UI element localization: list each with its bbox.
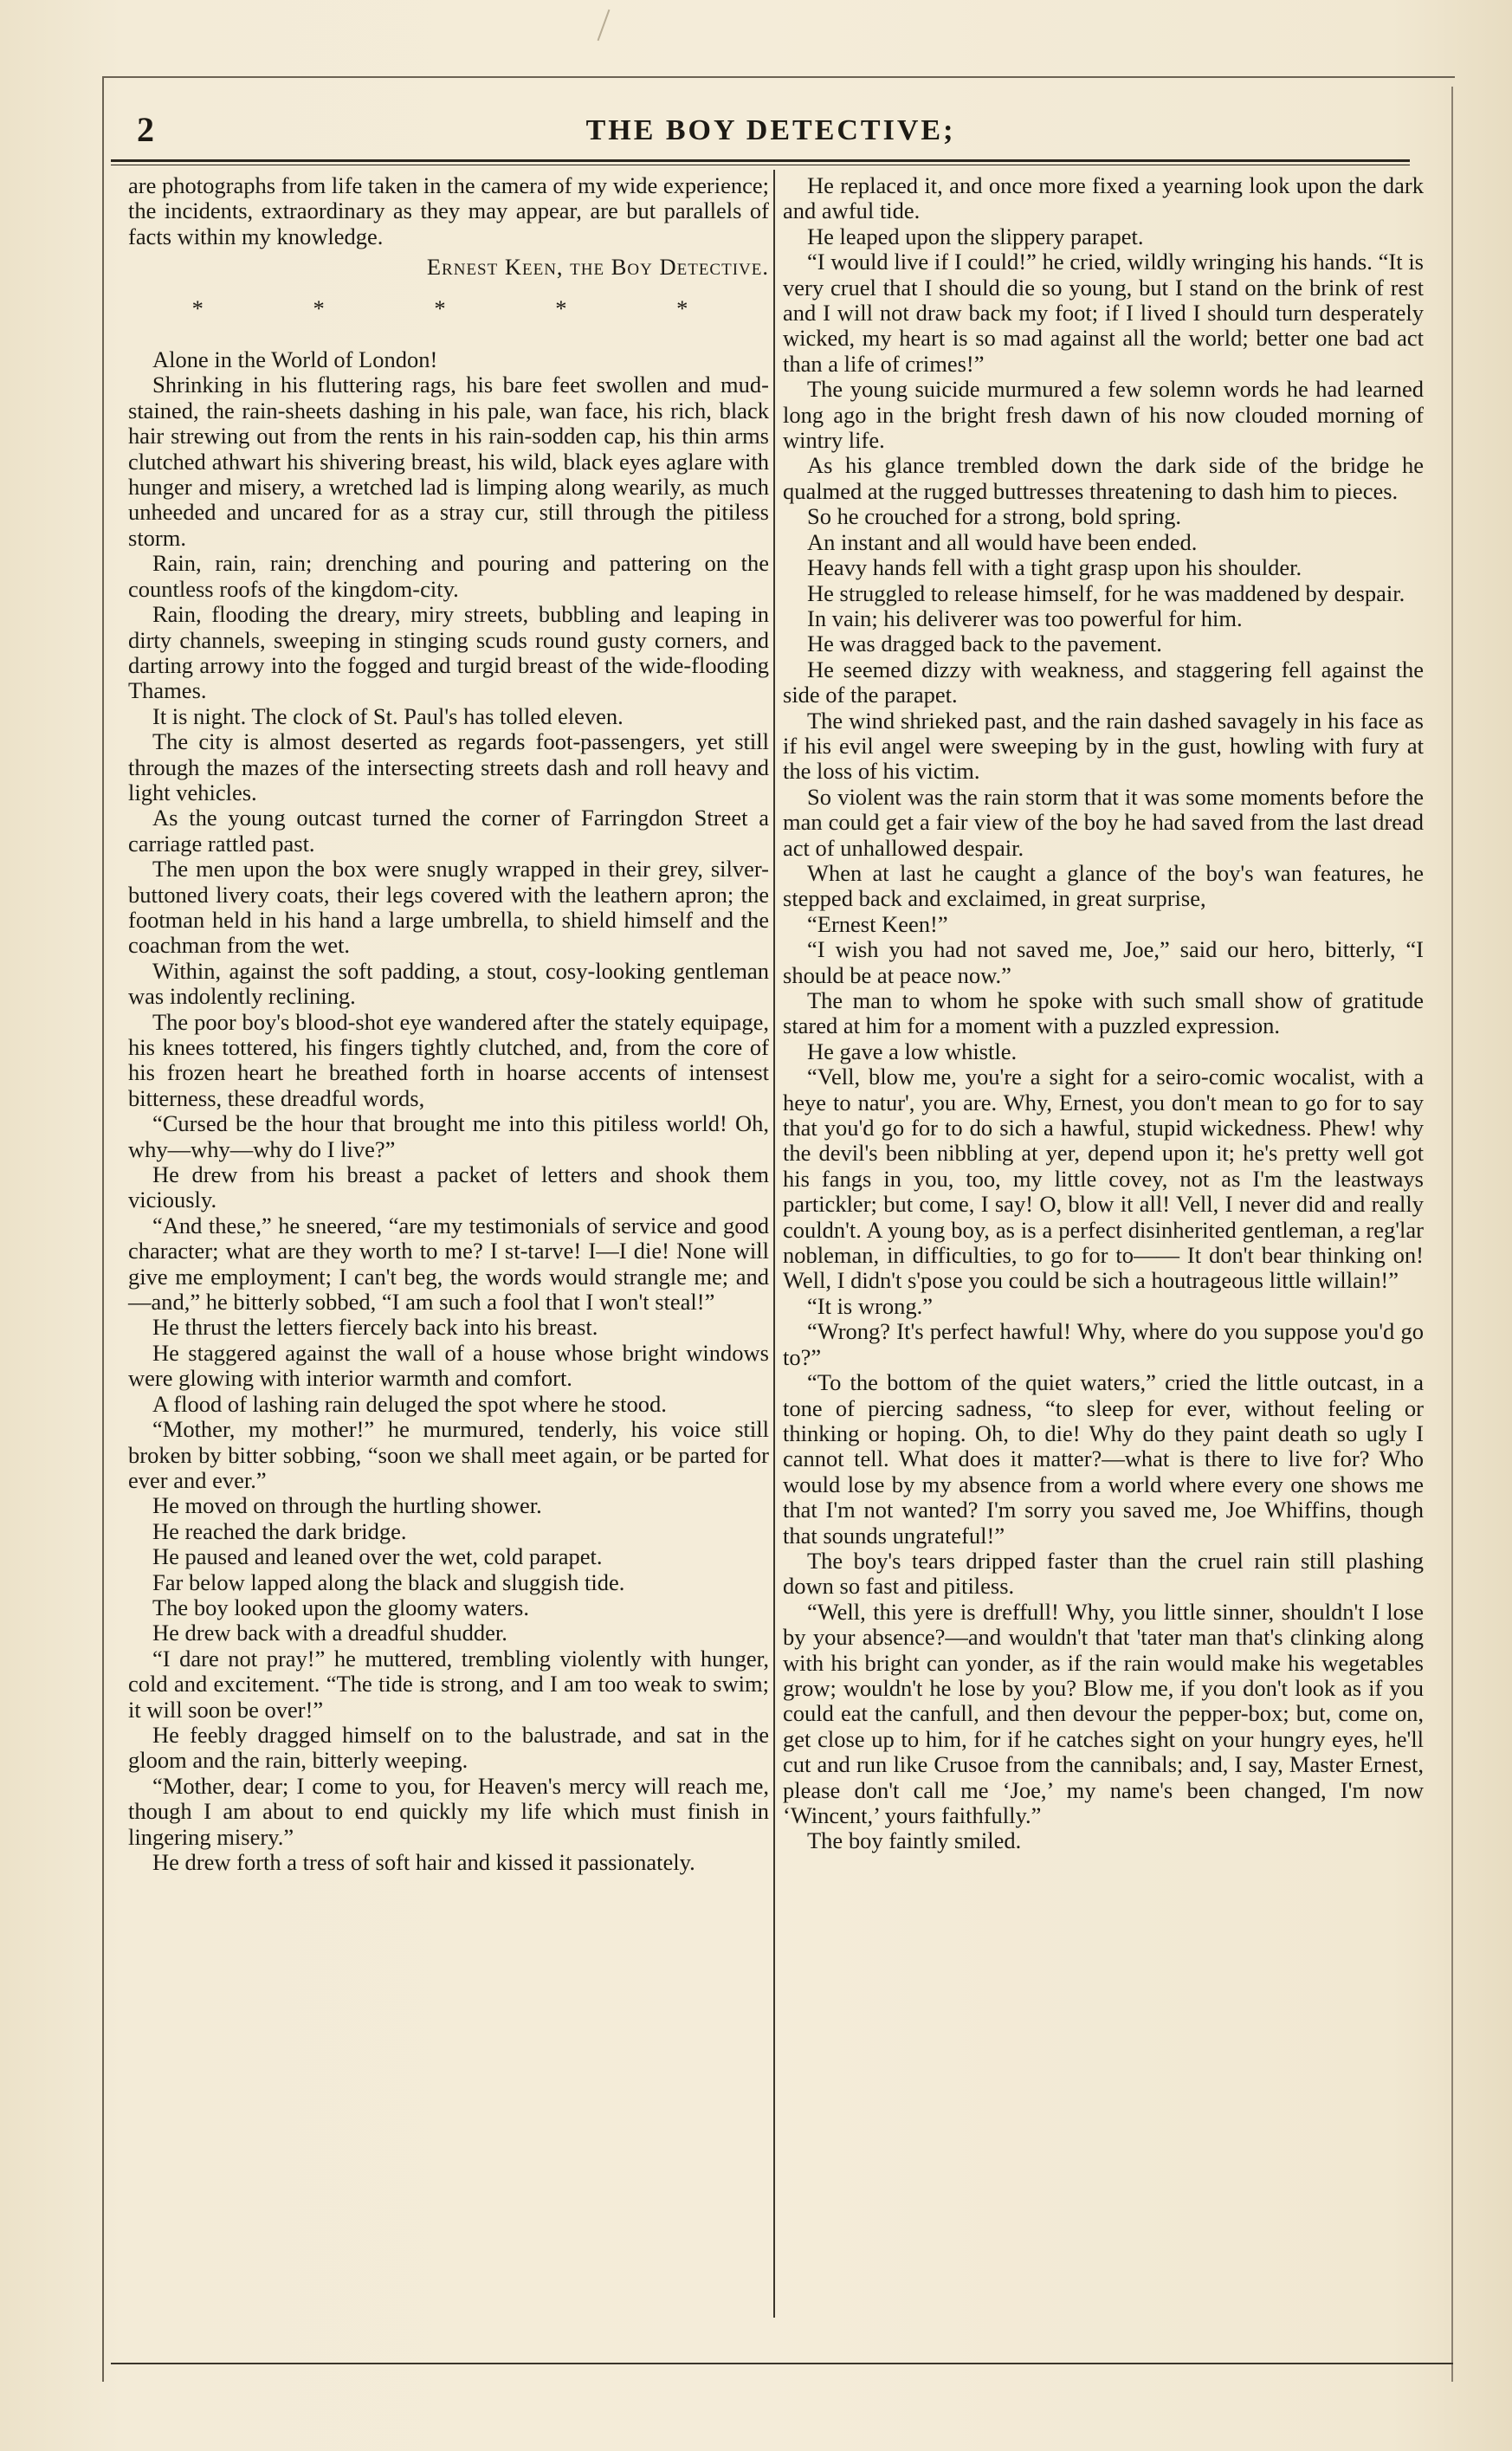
paragraph: The city is almost deserted as regards foot-passengers, yet still through the mazes of the intersecting streets dash and roll heavy and light vehicles. [128, 728, 769, 805]
paragraph: The boy's tears dripped faster than the cruel rain still plashing down so fast and pitiless. [783, 1547, 1424, 1600]
paragraph: The boy looked upon the gloomy waters. [152, 1594, 529, 1620]
paragraph: “I wish you had not saved me, Joe,” said our hero, bitterly, “I should be at peace now.” [783, 936, 1424, 988]
paragraph: “I dare not pray!” he muttered, trembling violently with hunger, cold and excitement. “The tide is strong, and I am too weak to swim; it will soon be over!” [128, 1645, 769, 1723]
paragraph: The poor boy's blood-shot eye wandered after the stately equipage, his knees tottered, his fingers tightly clutched, and, from the core of his frozen heart he breathed forth in hoarse accents of intensest bitterness, these dreadful words, [128, 1008, 769, 1111]
paragraph: He struggled to release himself, for he was maddened by despair. [807, 579, 1405, 606]
paragraph: “To the bottom of the quiet waters,” cried the little outcast, in a tone of piercing sadness, “to sleep for ever, without feeling or thinking or hoping. Oh, to die! Why do they paint death so ugly I cannot tell. What does it matter?—what is there to live for? Who would lose by my absence from a world where every one shows me that I'm not wanted? I'm sorry you saved me, Joe Whiffins, though that sounds ungrateful!” [783, 1369, 1424, 1549]
paragraph: He thrust the letters fiercely back into his breast. [152, 1314, 598, 1341]
running-title: THE BOY DETECTIVE; [585, 114, 956, 146]
paragraph: Within, against the soft padding, a stout, cosy-looking gentleman was indolently reclining. [128, 957, 769, 1010]
paragraph: Rain, rain, rain; drenching and pouring and pattering on the countless roofs of the kingdom-city. [128, 550, 769, 602]
paragraph: “Ernest Keen!” [807, 910, 948, 937]
paragraph: He was dragged back to the pavement. [807, 631, 1162, 657]
page-frame-right [1451, 87, 1453, 2382]
paragraph: “Mother, dear; I come to you, for Heaven's mercy will reach me, though I am about to end quickly my life which must finish in lingering misery.” [128, 1772, 769, 1850]
paragraph: Shrinking in his fluttering rags, his bare feet swollen and mud-stained, the rain-sheets dashing in his pale, wan face, his rich, black hair strewing out from the rents in his rain-sodden cap, his thin arms clutched athwart his shivering breast, his wild, black eyes aglare with hunger and misery, a wretched lad is limping along wearily, as much unheeded and uncared for as a stray cur, still through the pitiless storm. [128, 372, 769, 551]
paragraph: As the young outcast turned the corner of Farringdon Street a carriage rattled past. [128, 805, 769, 857]
paragraph: An instant and all would have been ended. [807, 528, 1198, 555]
paragraph: “It is wrong.” [807, 1292, 933, 1319]
paragraph: “Wrong? It's perfect hawful! Why, where do you suppose you'd go to?” [783, 1318, 1424, 1370]
paragraph: He paused and leaned over the wet, cold parapet. [152, 1543, 603, 1570]
paragraph: The wind shrieked past, and the rain dashed savagely in his face as if his evil angel were sweeping by in the gust, howling with fury at the loss of his victim. [783, 707, 1424, 785]
paragraph: He drew back with a dreadful shudder. [152, 1620, 507, 1646]
paragraph: “And these,” he sneered, “are my testimonials of service and good character; what are they worth to me? I st-tarve! I—I die! None will give me employment; I can't beg, the words would strangle me; and—and,” he bitterly sobbed, “I am such a fool that I won't steal!” [128, 1212, 769, 1316]
paragraph: He drew forth a tress of soft hair and kissed it passionately. [152, 1849, 695, 1875]
paragraph: It is night. The clock of St. Paul's has tolled eleven. [152, 702, 624, 729]
left-column [128, 173, 769, 1875]
column-divider [773, 170, 775, 2318]
paragraph: Heavy hands fell with a tight grasp upon his shoulder. [807, 554, 1302, 581]
paragraph: He gave a low whistle. [807, 1038, 1018, 1064]
paragraph: “Well, this yere is dreffull! Why, you little sinner, shouldn't I lose by your absence?—and wouldn't that 'tater man that's clinking along with his bright can yonder, as if the rain would make his wegetables grow; wouldn't he lose by you? Blow me, if you don't look as if you could eat the canfull, and then devour the pepper-box; but, come on, get close up to him, for if he catches sight on your hungry eyes, he'll cut and run like Crusoe from the cannibals; and, I say, Master Ernest, please don't call me ‘Joe,’ my name's been changed, I'm now ‘Wincent,’ yours faithfully.” [783, 1598, 1424, 1828]
paragraph: Rain, flooding the dreary, miry streets, bubbling and leaping in dirty channels, sweeping in stinging scuds round gusty corners, and darting arrowy into the fogged and turgid breast of the wide-flooding Thames. [128, 601, 769, 704]
header-rule [111, 159, 1410, 165]
paragraph: He drew from his breast a packet of letters and shook them viciously. [128, 1161, 769, 1213]
paragraph: He staggered against the wall of a house whose bright windows were glowing with interior warmth and comfort. [128, 1339, 769, 1392]
paragraph: He seemed dizzy with weakness, and staggering fell against the side of the parapet. [783, 656, 1424, 708]
paragraph: “I would live if I could!” he cried, wildly wringing his hands. “It is very cruel that I should die so young, but I stand on the brink of rest and I will not draw back my foot; if I lived I should turn desperately wicked, my heart is so mad against all the world; better one bad act than a life of crimes!” [783, 249, 1424, 377]
paragraph: He moved on through the hurtling shower. [152, 1492, 542, 1519]
paragraph: The men upon the box were snugly wrapped in their grey, silver-buttoned livery coats, their legs covered with the leathern apron; the footman held in his hand a large umbrella, to shield himself and the coachman from the wet. [128, 856, 769, 959]
paragraph: “Vell, blow me, you're a sight for a seiro-comic wocalist, with a heye to natur', you are. Why, Ernest, you don't mean to go for to say that you'd go for to do sich a hawful, stupid wickedness. Phew! why the devil's been nibbling at yer, depend upon it; he's pretty well got his fangs in you, too, my little covey, not as I'm the leastways partickler; but come, I say! O, blow it all! Vell, I never did and really couldn't. A young boy, as is a perfect disinherited gentleman, a reg'lar nobleman, in difficulties, to go for to—— It don't bear thinking on! Well, I didn't s'pose you could be sich a houtrageous little willain!” [783, 1064, 1424, 1294]
right-column [783, 173, 1424, 1854]
page-number: 2 [137, 110, 154, 149]
paragraph: The man to whom he spoke with such small show of gratitude stared at him for a moment with a puzzled expression. [783, 987, 1424, 1039]
paragraph: The young suicide murmured a few solemn words he had learned long ago in the bright fresh dawn of his now clouded morning of wintry life. [783, 376, 1424, 454]
paragraph: So violent was the rain storm that it was some moments before the man could get a fair view of the boy he had saved from the last dread act of unhallowed despair. [783, 783, 1424, 861]
paragraph: Alone in the World of London! [152, 346, 438, 373]
paragraph: Far below lapped along the black and sluggish tide. [152, 1568, 625, 1595]
paragraph: A flood of lashing rain deluged the spot where he stood. [152, 1390, 667, 1417]
bottom-rule [111, 2363, 1453, 2364]
signature: Ernest Keen, the Boy Detective. [426, 254, 769, 281]
paragraph: So he crouched for a strong, bold spring. [807, 503, 1182, 530]
paragraph: He reached the dark bridge. [152, 1517, 407, 1544]
paragraph: He replaced it, and once more fixed a yearning look upon the dark and awful tide. [783, 172, 1424, 224]
paragraph: are photographs from life taken in the camera of my wide experience; the incidents, extraordinary as they may appear, are but parallels of facts within my knowledge. [128, 172, 769, 249]
section-break: * * * * * [191, 294, 740, 321]
paragraph: “Cursed be the hour that brought me into this pitiless world! Oh, why—why—why do I live?” [128, 1110, 769, 1162]
paragraph: In vain; his deliverer was too powerful for him. [807, 605, 1243, 631]
paragraph: He leaped upon the slippery parapet. [807, 223, 1144, 249]
paragraph: As his glance trembled down the dark side of the bridge he qualmed at the rugged buttresses threatening to dash him to pieces. [783, 452, 1424, 504]
paragraph: “Mother, my mother!” he murmured, tenderly, his voice still broken by bitter sobbing, “soon we shall meet again, or be parted for ever and ever.” [128, 1416, 769, 1493]
paper-mark [598, 10, 611, 41]
page-header [130, 102, 1412, 159]
paragraph: The boy faintly smiled. [807, 1827, 1022, 1854]
paragraph: When at last he caught a glance of the boy's wan features, he stepped back and exclaimed, in great surprise, [783, 859, 1424, 912]
paragraph: He feebly dragged himself on to the balustrade, and sat in the gloom and the rain, bitterly weeping. [128, 1721, 769, 1774]
